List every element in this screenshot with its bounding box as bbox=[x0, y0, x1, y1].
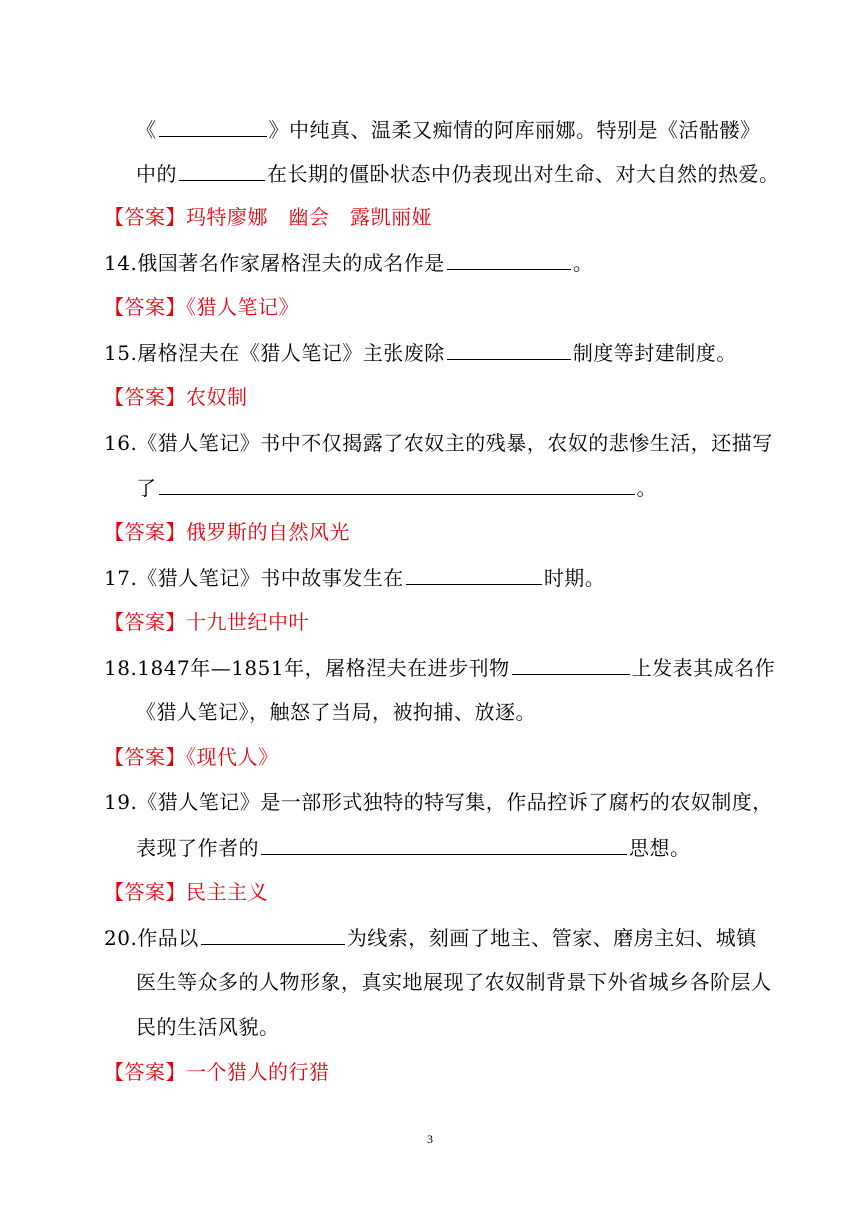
question-19-line-1: 19.《猎人笔记》是一部形式独特的特写集，作品控诉了腐朽的农奴制度， bbox=[104, 790, 773, 814]
text-segment: 。 bbox=[636, 476, 657, 500]
answer-blank bbox=[406, 564, 542, 585]
answer-17: 【答案】十九世纪中叶 bbox=[104, 610, 309, 634]
answer-blank bbox=[512, 654, 630, 675]
answer-blank bbox=[201, 924, 345, 945]
text-segment: 18.1847年—1851年，屠格涅夫在进步刊物 bbox=[104, 656, 510, 680]
text-segment: 了 bbox=[136, 476, 157, 500]
text-segment: 为线索，刻画了地主、管家、磨房主妇、城镇 bbox=[346, 926, 757, 950]
question-20-line-1 bbox=[104, 924, 757, 951]
question-16-line-1: 16.《猎人笔记》书中不仅揭露了农奴主的残暴，农奴的悲惨生活，还描写 bbox=[104, 431, 773, 455]
answer-13: 【答案】玛特廖娜 幽会 露凯丽娅 bbox=[104, 205, 432, 229]
text-segment: 中的 bbox=[136, 162, 177, 186]
answer-blank bbox=[179, 160, 265, 181]
text-segment: 15.屠格涅夫在《猎人笔记》主张废除 bbox=[104, 341, 445, 365]
answer-blank bbox=[261, 834, 627, 855]
text-segment: 》中纯真、温柔又痴情的阿库丽娜。特别是《活骷髅》 bbox=[268, 118, 761, 142]
answer-20: 【答案】一个猎人的行猎 bbox=[104, 1060, 330, 1084]
question-14 bbox=[104, 249, 593, 276]
answer-19: 【答案】民主主义 bbox=[104, 880, 268, 904]
page-number: 3 bbox=[427, 1132, 433, 1146]
text-segment: 。 bbox=[572, 251, 594, 275]
question-19-line-2 bbox=[136, 834, 691, 861]
answer-blank bbox=[159, 474, 635, 495]
question-15 bbox=[104, 339, 737, 366]
question-20-line-3: 民的生活风貌。 bbox=[136, 1015, 280, 1039]
answer-blank bbox=[447, 249, 571, 270]
answer-blank bbox=[447, 339, 571, 360]
text-segment: 14.俄国著名作家屠格涅夫的成名作是 bbox=[104, 251, 445, 275]
question-18-line-2: 《猎人笔记》，触怒了当局，被拘捕、放逐。 bbox=[136, 700, 536, 724]
answer-16: 【答案】俄罗斯的自然风光 bbox=[104, 520, 350, 544]
question-13-line-2 bbox=[136, 160, 780, 187]
answer-18: 【答案】《现代人》 bbox=[104, 745, 279, 769]
question-16-line-2 bbox=[136, 474, 657, 501]
text-segment: 上发表其成名作 bbox=[631, 656, 776, 680]
text-segment: 表现了作者的 bbox=[136, 836, 259, 860]
text-segment: 时期。 bbox=[543, 566, 606, 590]
answer-14: 【答案】《猎人笔记》 bbox=[104, 295, 299, 319]
answer-15: 【答案】农奴制 bbox=[104, 385, 248, 409]
text-segment: 20.作品以 bbox=[104, 926, 199, 950]
question-13-line-1 bbox=[136, 116, 761, 143]
text-segment: 17.《猎人笔记》书中故事发生在 bbox=[104, 566, 404, 590]
text-segment: 《 bbox=[136, 118, 157, 142]
text-segment: 制度等封建制度。 bbox=[572, 341, 737, 365]
question-20-line-2: 医生等众多的人物形象，真实地展现了农奴制背景下外省城乡各阶层人 bbox=[136, 970, 772, 994]
text-segment: 思想。 bbox=[629, 836, 691, 860]
question-17 bbox=[104, 564, 605, 591]
text-segment: 在长期的僵卧状态中仍表现出对生命、对大自然的热爱。 bbox=[267, 162, 780, 186]
question-18-line-1 bbox=[104, 654, 775, 681]
answer-blank bbox=[159, 116, 267, 137]
